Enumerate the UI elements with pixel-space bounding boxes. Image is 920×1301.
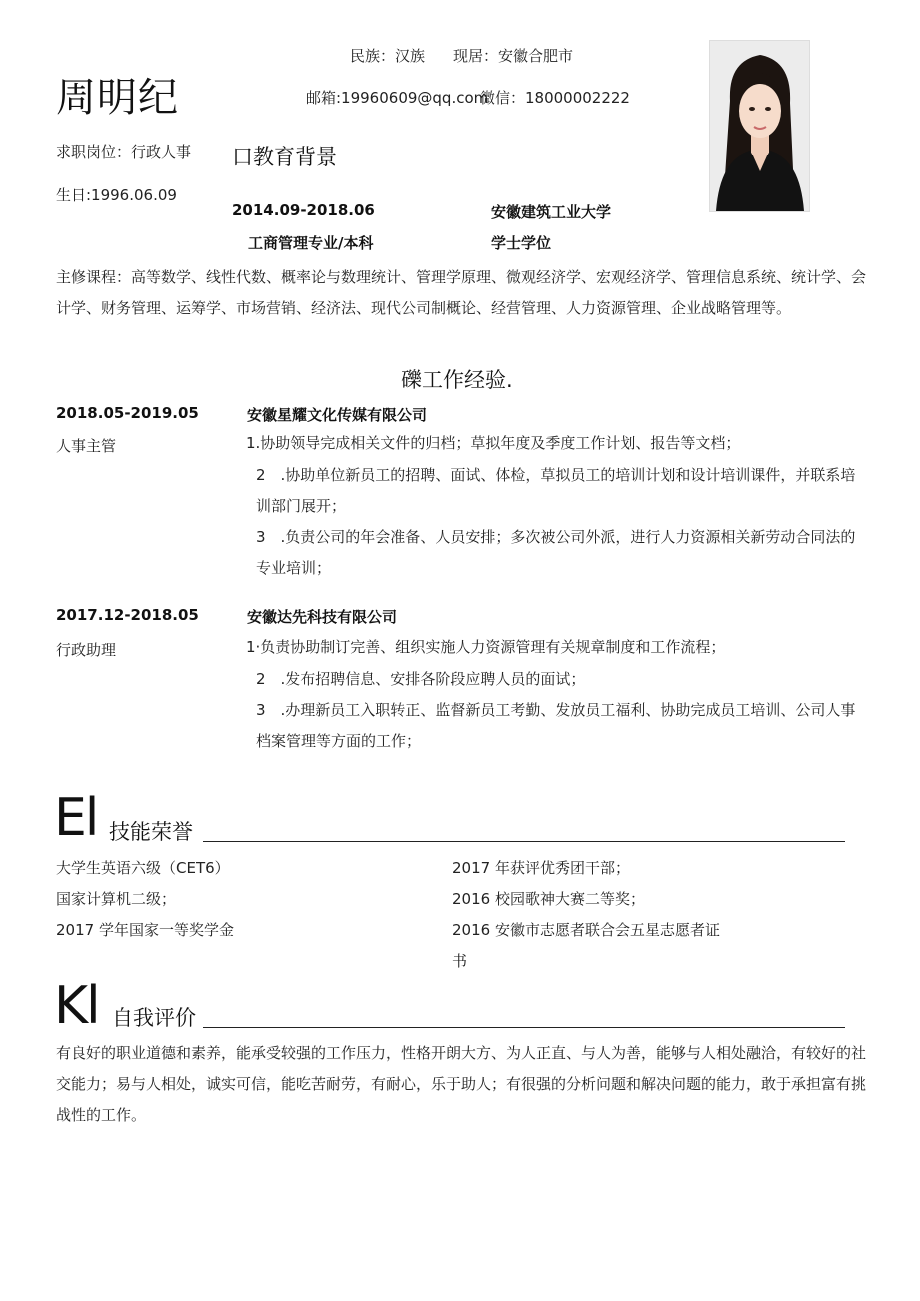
skills-section-letter: El [54, 788, 98, 848]
job-duty: 3 .负责公司的年会准备、人员安排；多次被公司外派，进行人力资源相关新劳动合同法的专业培训； [256, 528, 856, 577]
skills-divider [203, 841, 845, 842]
courses: 主修课程：高等数学、线性代数、概率论与数理统计、管理学原理、微观经济学、宏观经济学、管理信息系统、统计学、会计学、财务管理、运筹学、市场营销、经济法、现代公司制概论、经营管理、人力资源管理、企业战略管理等。 [56, 268, 867, 317]
wechat: 微信：18000002222 [480, 89, 630, 107]
job-duty: 2 .发布招聘信息、安排各阶段应聘人员的面试； [256, 670, 586, 688]
skill-item: 国家计算机二级； [56, 890, 177, 908]
profile-photo [709, 40, 810, 212]
skill-item: 2017 学年国家一等奖学金 [56, 921, 234, 939]
job-role: 行政助理 [56, 641, 117, 659]
self-eval-divider [203, 1027, 845, 1028]
honor-item: 2017 年获评优秀团干部； [452, 859, 630, 877]
candidate-name: 周明纪 [56, 75, 179, 121]
residence: 现居：安徽合肥市 [453, 47, 574, 65]
job-duty: 1·负责协助制订完善、组织实施人力资源管理有关规章制度和工作流程； [246, 638, 726, 656]
degree: 学士学位 [491, 234, 552, 252]
job-position: 求职岗位：行政人事 [56, 143, 192, 161]
job-duty: 1.协助领导完成相关文件的归档；草拟年度及季度工作计划、报告等文档； [246, 434, 741, 452]
job-role: 人事主管 [56, 437, 117, 455]
job-duty: 3 .办理新员工入职转正、监督新员工考勤、发放员工福利、协助完成员工培训、公司人事档案管理等方面的工作； [256, 701, 856, 750]
job-duty: 2 .协助单位新员工的招聘、面试、体检，草拟员工的培训计划和设计培训课件，并联系培训部门展开； [256, 466, 856, 515]
skill-item: 大学生英语六级（CET6） [56, 859, 230, 877]
education-period: 2014.09-2018.06 [232, 201, 375, 219]
school-name: 安徽建筑工业大学 [491, 203, 612, 221]
ethnicity: 民族：汉族 [350, 47, 426, 65]
work-title: 礫工作经验. [401, 368, 513, 392]
self-eval-title: 自我评价 [112, 1006, 196, 1030]
self-eval-text: 有良好的职业道德和素养，能承受较强的工作压力，性格开朗大方、为人正直、与人为善，能够与人相处融洽，有较好的社交能力；易与人相处，诚实可信，能吃苦耐劳，有耐心，乐于助人；有很强的分析问题和解决问题的能力，敢于承担富有挑战性的工作。 [56, 1044, 867, 1124]
skills-title: 技能荣誉 [109, 820, 193, 844]
education-title: 口教育背景 [232, 145, 337, 169]
job-period: 2018.05-2019.05 [56, 404, 199, 422]
email: 邮箱:19960609@qq.com [306, 89, 489, 107]
self-eval-section-letter: Kl [54, 976, 99, 1036]
job-period: 2017.12-2018.05 [56, 606, 199, 624]
honor-item: 2016 安徽市志愿者联合会五星志愿者证 [452, 921, 720, 939]
honor-item: 书 [452, 952, 468, 970]
portrait-image [710, 41, 809, 211]
honor-item: 2016 校园歌神大赛二等奖； [452, 890, 645, 908]
company-name: 安徽达先科技有限公司 [247, 608, 398, 626]
birth-date: 生日:1996.06.09 [56, 186, 177, 204]
major: 工商管理专业/本科 [248, 234, 374, 252]
company-name: 安徽星耀文化传媒有限公司 [247, 406, 428, 424]
